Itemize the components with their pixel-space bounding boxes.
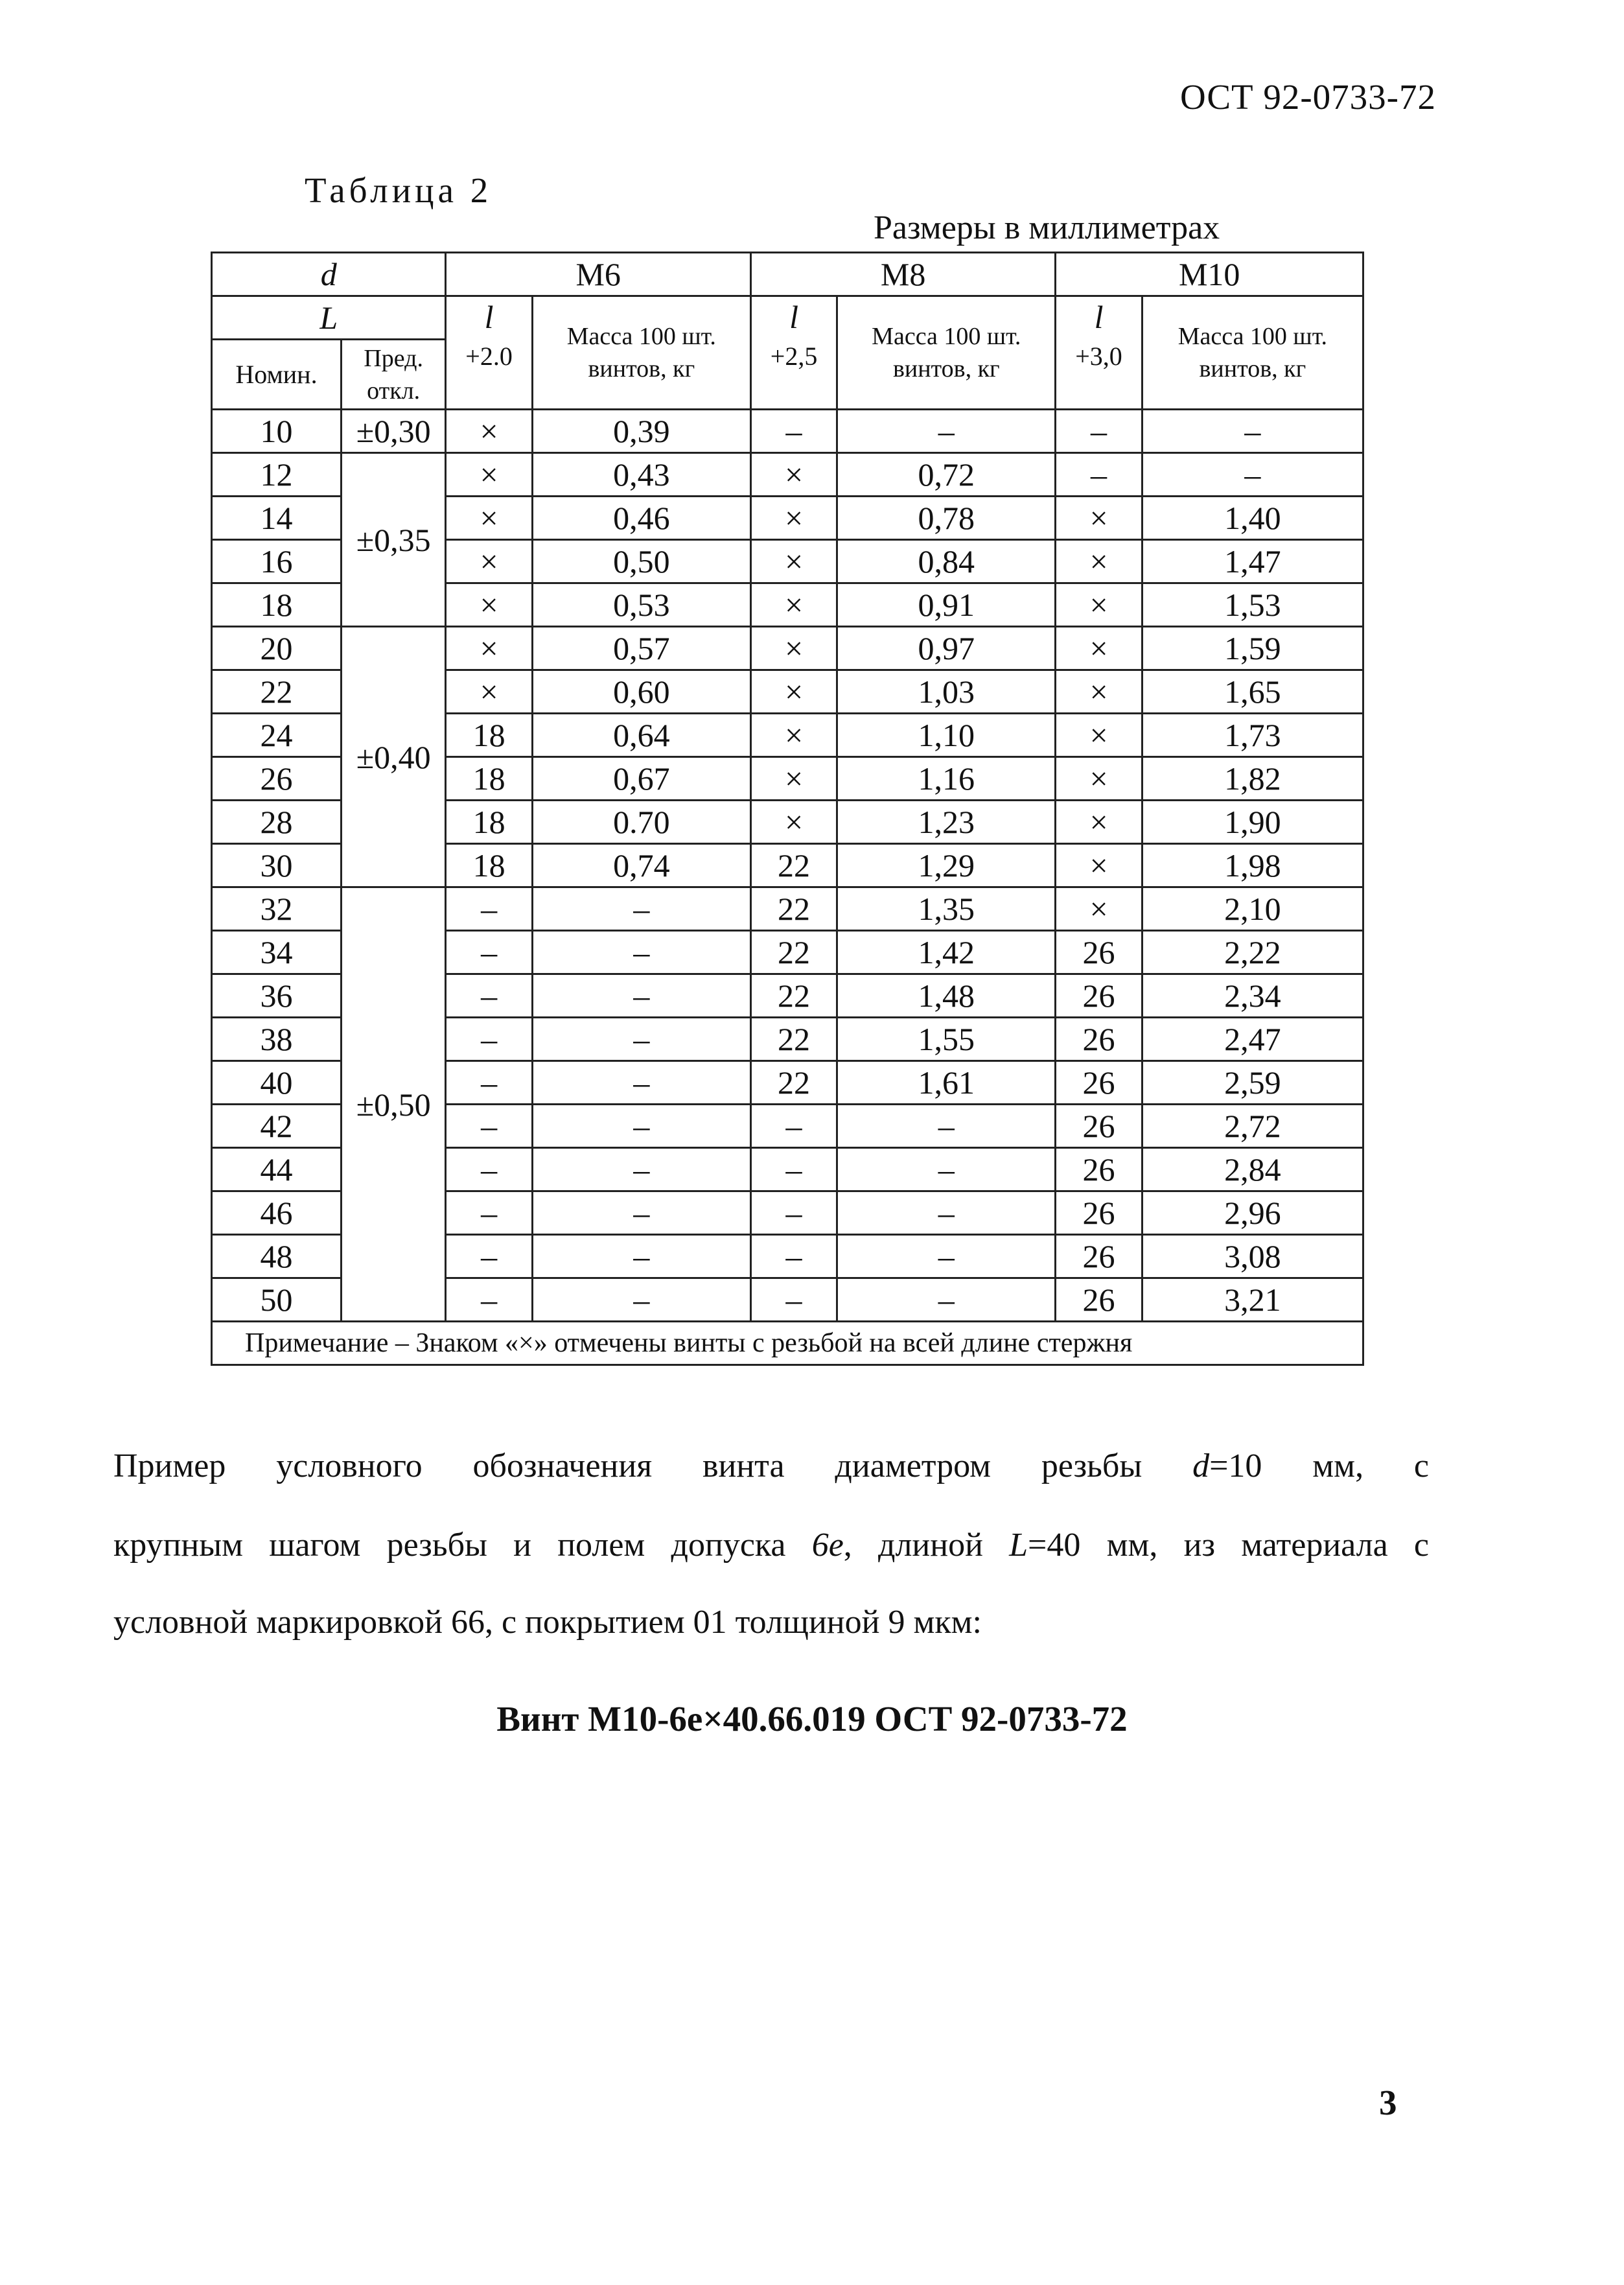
cell-m10-mass: 3,08	[1142, 1235, 1363, 1278]
cell-m6-mass: 0,50	[532, 540, 750, 583]
cell-length: 12	[212, 453, 342, 497]
cell-m6-l: –	[446, 887, 532, 931]
header-m10-l	[1056, 296, 1142, 410]
cell-m8-mass: –	[837, 1278, 1056, 1322]
cell-m6-l: ×	[446, 410, 532, 453]
cell-m10-mass: 2,84	[1142, 1148, 1363, 1191]
cell-m10-l: ×	[1056, 844, 1142, 887]
cell-m8-l: 22	[750, 844, 837, 887]
cell-m10-l: 26	[1056, 1278, 1142, 1322]
cell-m8-l: –	[750, 410, 837, 453]
cell-m10-l: 26	[1056, 1061, 1142, 1105]
cell-length: 46	[212, 1191, 342, 1235]
cell-m8-mass: 0,72	[837, 453, 1056, 497]
cell-m6-l: ×	[446, 497, 532, 540]
table-caption: Таблица 2	[305, 170, 493, 210]
cell-m6-mass: –	[532, 1018, 750, 1061]
cell-m8-mass: 0,84	[837, 540, 1056, 583]
cell-m6-mass: –	[532, 1278, 750, 1322]
cell-length: 38	[212, 1018, 342, 1061]
cell-length: 10	[212, 410, 342, 453]
table-row	[212, 887, 1363, 931]
cell-m10-mass: 1,40	[1142, 497, 1363, 540]
header-m8-tolerance: +2,5	[770, 342, 818, 371]
cell-length: 26	[212, 757, 342, 801]
cell-m8-l: ×	[750, 540, 837, 583]
cell-m10-mass: 2,72	[1142, 1105, 1363, 1148]
cell-m6-mass: 0,64	[532, 714, 750, 757]
cell-m8-l: ×	[750, 627, 837, 670]
cell-deviation: ±0,40	[341, 627, 446, 887]
cell-m6-l: ×	[446, 453, 532, 497]
cell-m10-l: 26	[1056, 1235, 1142, 1278]
cell-m8-mass: 1,35	[837, 887, 1056, 931]
cell-m8-l: ×	[750, 583, 837, 627]
cell-m10-mass: 2,47	[1142, 1018, 1363, 1061]
header-d: d	[212, 253, 446, 296]
cell-m6-mass: 0.70	[532, 801, 750, 844]
cell-m8-l: –	[750, 1105, 837, 1148]
cell-m10-l: 26	[1056, 1148, 1142, 1191]
cell-m8-l: ×	[750, 453, 837, 497]
cell-m10-l: ×	[1056, 540, 1142, 583]
cell-m6-l: –	[446, 1148, 532, 1191]
cell-m10-mass: 3,21	[1142, 1278, 1363, 1322]
header-m8: М8	[750, 253, 1055, 296]
cell-m8-l: ×	[750, 757, 837, 801]
cell-m6-mass: 0,74	[532, 844, 750, 887]
cell-m6-l: –	[446, 1105, 532, 1148]
cell-m6-l: 18	[446, 801, 532, 844]
cell-m8-mass: –	[837, 1148, 1056, 1191]
header-m6-mass: Масса 100 шт. винтов, кг	[532, 296, 750, 410]
example-symbol-tolerance: 6e	[811, 1527, 844, 1564]
table-note: Примечание – Знаком «×» отмечены винты с резьбой на всей длине стержня	[212, 1322, 1363, 1365]
cell-m6-mass: 0,53	[532, 583, 750, 627]
cell-m8-l: ×	[750, 801, 837, 844]
cell-length: 50	[212, 1278, 342, 1322]
header-l-symbol: l	[484, 299, 494, 335]
cell-m10-l: ×	[1056, 627, 1142, 670]
cell-m10-mass: 1,59	[1142, 627, 1363, 670]
cell-m8-mass: 0,97	[837, 627, 1056, 670]
cell-m6-mass: 0,43	[532, 453, 750, 497]
table-note-row	[212, 1322, 1363, 1365]
header-m8-mass: Масса 100 шт. винтов, кг	[837, 296, 1056, 410]
screw-designation: Винт М10-6e×40.66.019 ОСТ 92-0733-72	[496, 1699, 1128, 1739]
cell-m6-mass: –	[532, 1061, 750, 1105]
cell-m8-l: 22	[750, 1061, 837, 1105]
example-symbol-L: L	[1009, 1527, 1028, 1564]
cell-m8-l: ×	[750, 670, 837, 714]
example-text: Пример условного обозначения винта диаметром резьбы	[113, 1447, 1193, 1484]
cell-m10-l: –	[1056, 453, 1142, 497]
cell-m8-mass: 1,61	[837, 1061, 1056, 1105]
cell-deviation: ±0,30	[341, 410, 446, 453]
page-number: 3	[1379, 2083, 1397, 2122]
cell-m8-mass: 1,16	[837, 757, 1056, 801]
table-row	[212, 410, 1363, 453]
cell-m10-l: 26	[1056, 1105, 1142, 1148]
cell-length: 14	[212, 497, 342, 540]
cell-m6-l: –	[446, 1235, 532, 1278]
cell-m6-l: –	[446, 1018, 532, 1061]
cell-m10-l: ×	[1056, 583, 1142, 627]
cell-m6-l: –	[446, 1061, 532, 1105]
cell-m8-l: 22	[750, 887, 837, 931]
cell-m6-l: ×	[446, 627, 532, 670]
example-text: , длиной	[843, 1527, 1010, 1564]
cell-m10-l: –	[1056, 410, 1142, 453]
cell-m6-mass: –	[532, 1105, 750, 1148]
cell-m10-mass: 1,53	[1142, 583, 1363, 627]
cell-m6-l: ×	[446, 540, 532, 583]
cell-m6-mass: –	[532, 1235, 750, 1278]
header-m8-l	[750, 296, 837, 410]
cell-m8-mass: 1,29	[837, 844, 1056, 887]
cell-m10-mass: 2,10	[1142, 887, 1363, 931]
cell-m8-mass: 1,10	[837, 714, 1056, 757]
header-l-symbol: l	[789, 299, 798, 335]
cell-m10-l: 26	[1056, 1018, 1142, 1061]
units-caption: Размеры в миллиметрах	[874, 209, 1220, 246]
example-line-1	[113, 1447, 1429, 1486]
cell-m10-l: ×	[1056, 757, 1142, 801]
cell-m6-l: 18	[446, 757, 532, 801]
cell-m8-mass: –	[837, 1105, 1056, 1148]
cell-m10-mass: 2,34	[1142, 974, 1363, 1018]
cell-m6-l: ×	[446, 583, 532, 627]
cell-length: 30	[212, 844, 342, 887]
cell-m10-mass: 1,90	[1142, 801, 1363, 844]
cell-m10-mass: 1,47	[1142, 540, 1363, 583]
cell-length: 42	[212, 1105, 342, 1148]
cell-m10-mass: 1,65	[1142, 670, 1363, 714]
cell-m6-l: –	[446, 931, 532, 974]
example-text: =40 мм, из материала с	[1028, 1527, 1430, 1564]
cell-m8-mass: 1,48	[837, 974, 1056, 1018]
cell-length: 24	[212, 714, 342, 757]
cell-m8-mass: 0,91	[837, 583, 1056, 627]
cell-m10-l: 26	[1056, 974, 1142, 1018]
header-m10-mass: Масса 100 шт. винтов, кг	[1142, 296, 1363, 410]
example-line-3: условной маркировкой 66, с покрытием 01 толщиной 9 мкм:	[113, 1604, 982, 1641]
table-row	[212, 627, 1363, 670]
cell-m10-mass: 1,98	[1142, 844, 1363, 887]
cell-m8-mass: –	[837, 1235, 1056, 1278]
cell-deviation: ±0,35	[341, 453, 446, 627]
cell-m10-l: ×	[1056, 887, 1142, 931]
cell-m8-l: –	[750, 1235, 837, 1278]
cell-length: 32	[212, 887, 342, 931]
cell-deviation: ±0,50	[341, 887, 446, 1322]
cell-m6-l: –	[446, 1191, 532, 1235]
cell-m10-mass: –	[1142, 410, 1363, 453]
header-L: L	[212, 296, 446, 340]
cell-m10-mass: 2,96	[1142, 1191, 1363, 1235]
cell-m8-l: ×	[750, 497, 837, 540]
header-m10-tolerance: +3,0	[1075, 342, 1122, 371]
cell-m6-mass: –	[532, 974, 750, 1018]
example-text: крупным шагом резьбы и полем допуска	[113, 1527, 812, 1564]
cell-m10-l: ×	[1056, 670, 1142, 714]
cell-length: 16	[212, 540, 342, 583]
cell-m8-mass: 1,23	[837, 801, 1056, 844]
cell-m10-l: ×	[1056, 801, 1142, 844]
cell-length: 28	[212, 801, 342, 844]
cell-m8-l: 22	[750, 931, 837, 974]
cell-length: 22	[212, 670, 342, 714]
cell-length: 48	[212, 1235, 342, 1278]
cell-m8-mass: –	[837, 410, 1056, 453]
cell-m10-l: 26	[1056, 931, 1142, 974]
dimensions-table	[211, 252, 1364, 1366]
header-m6-l	[446, 296, 532, 410]
header-m6-tolerance: +2.0	[465, 342, 513, 371]
header-nominal: Номин.	[212, 340, 342, 410]
cell-m10-mass: –	[1142, 453, 1363, 497]
cell-m10-l: 26	[1056, 1191, 1142, 1235]
header-m10: М10	[1056, 253, 1363, 296]
cell-m6-mass: 0,46	[532, 497, 750, 540]
cell-m6-mass: 0,67	[532, 757, 750, 801]
cell-m8-l: 22	[750, 974, 837, 1018]
cell-m10-mass: 2,59	[1142, 1061, 1363, 1105]
cell-m6-mass: 0,39	[532, 410, 750, 453]
header-l-symbol: l	[1094, 299, 1104, 335]
example-text: =10 мм, с	[1209, 1447, 1429, 1484]
cell-length: 18	[212, 583, 342, 627]
cell-m10-mass: 1,73	[1142, 714, 1363, 757]
cell-length: 20	[212, 627, 342, 670]
header-deviation: Пред. откл.	[341, 340, 446, 410]
header-m6: М6	[446, 253, 750, 296]
cell-length: 36	[212, 974, 342, 1018]
example-symbol-d: d	[1192, 1447, 1210, 1484]
cell-m6-mass: –	[532, 931, 750, 974]
document-code: ОСТ 92-0733-72	[1179, 77, 1436, 117]
cell-m6-l: –	[446, 1278, 532, 1322]
cell-m8-l: 22	[750, 1018, 837, 1061]
cell-m10-mass: 2,22	[1142, 931, 1363, 974]
cell-m8-mass: 1,03	[837, 670, 1056, 714]
cell-m6-l: 18	[446, 844, 532, 887]
cell-m6-mass: –	[532, 1148, 750, 1191]
cell-m10-l: ×	[1056, 714, 1142, 757]
cell-m8-mass: 0,78	[837, 497, 1056, 540]
cell-m6-mass: –	[532, 887, 750, 931]
cell-m6-l: –	[446, 974, 532, 1018]
cell-m6-mass: 0,60	[532, 670, 750, 714]
cell-m8-l: –	[750, 1278, 837, 1322]
cell-m6-mass: –	[532, 1191, 750, 1235]
cell-m8-mass: 1,55	[837, 1018, 1056, 1061]
cell-m8-l: ×	[750, 714, 837, 757]
cell-m6-l: 18	[446, 714, 532, 757]
cell-m8-l: –	[750, 1191, 837, 1235]
cell-m6-mass: 0,57	[532, 627, 750, 670]
cell-m8-mass: –	[837, 1191, 1056, 1235]
table-row	[212, 453, 1363, 497]
cell-length: 34	[212, 931, 342, 974]
cell-m10-l: ×	[1056, 497, 1142, 540]
cell-m8-l: –	[750, 1148, 837, 1191]
cell-m10-mass: 1,82	[1142, 757, 1363, 801]
cell-m8-mass: 1,42	[837, 931, 1056, 974]
cell-m6-l: ×	[446, 670, 532, 714]
example-line-2	[113, 1526, 1429, 1565]
cell-length: 40	[212, 1061, 342, 1105]
cell-length: 44	[212, 1148, 342, 1191]
